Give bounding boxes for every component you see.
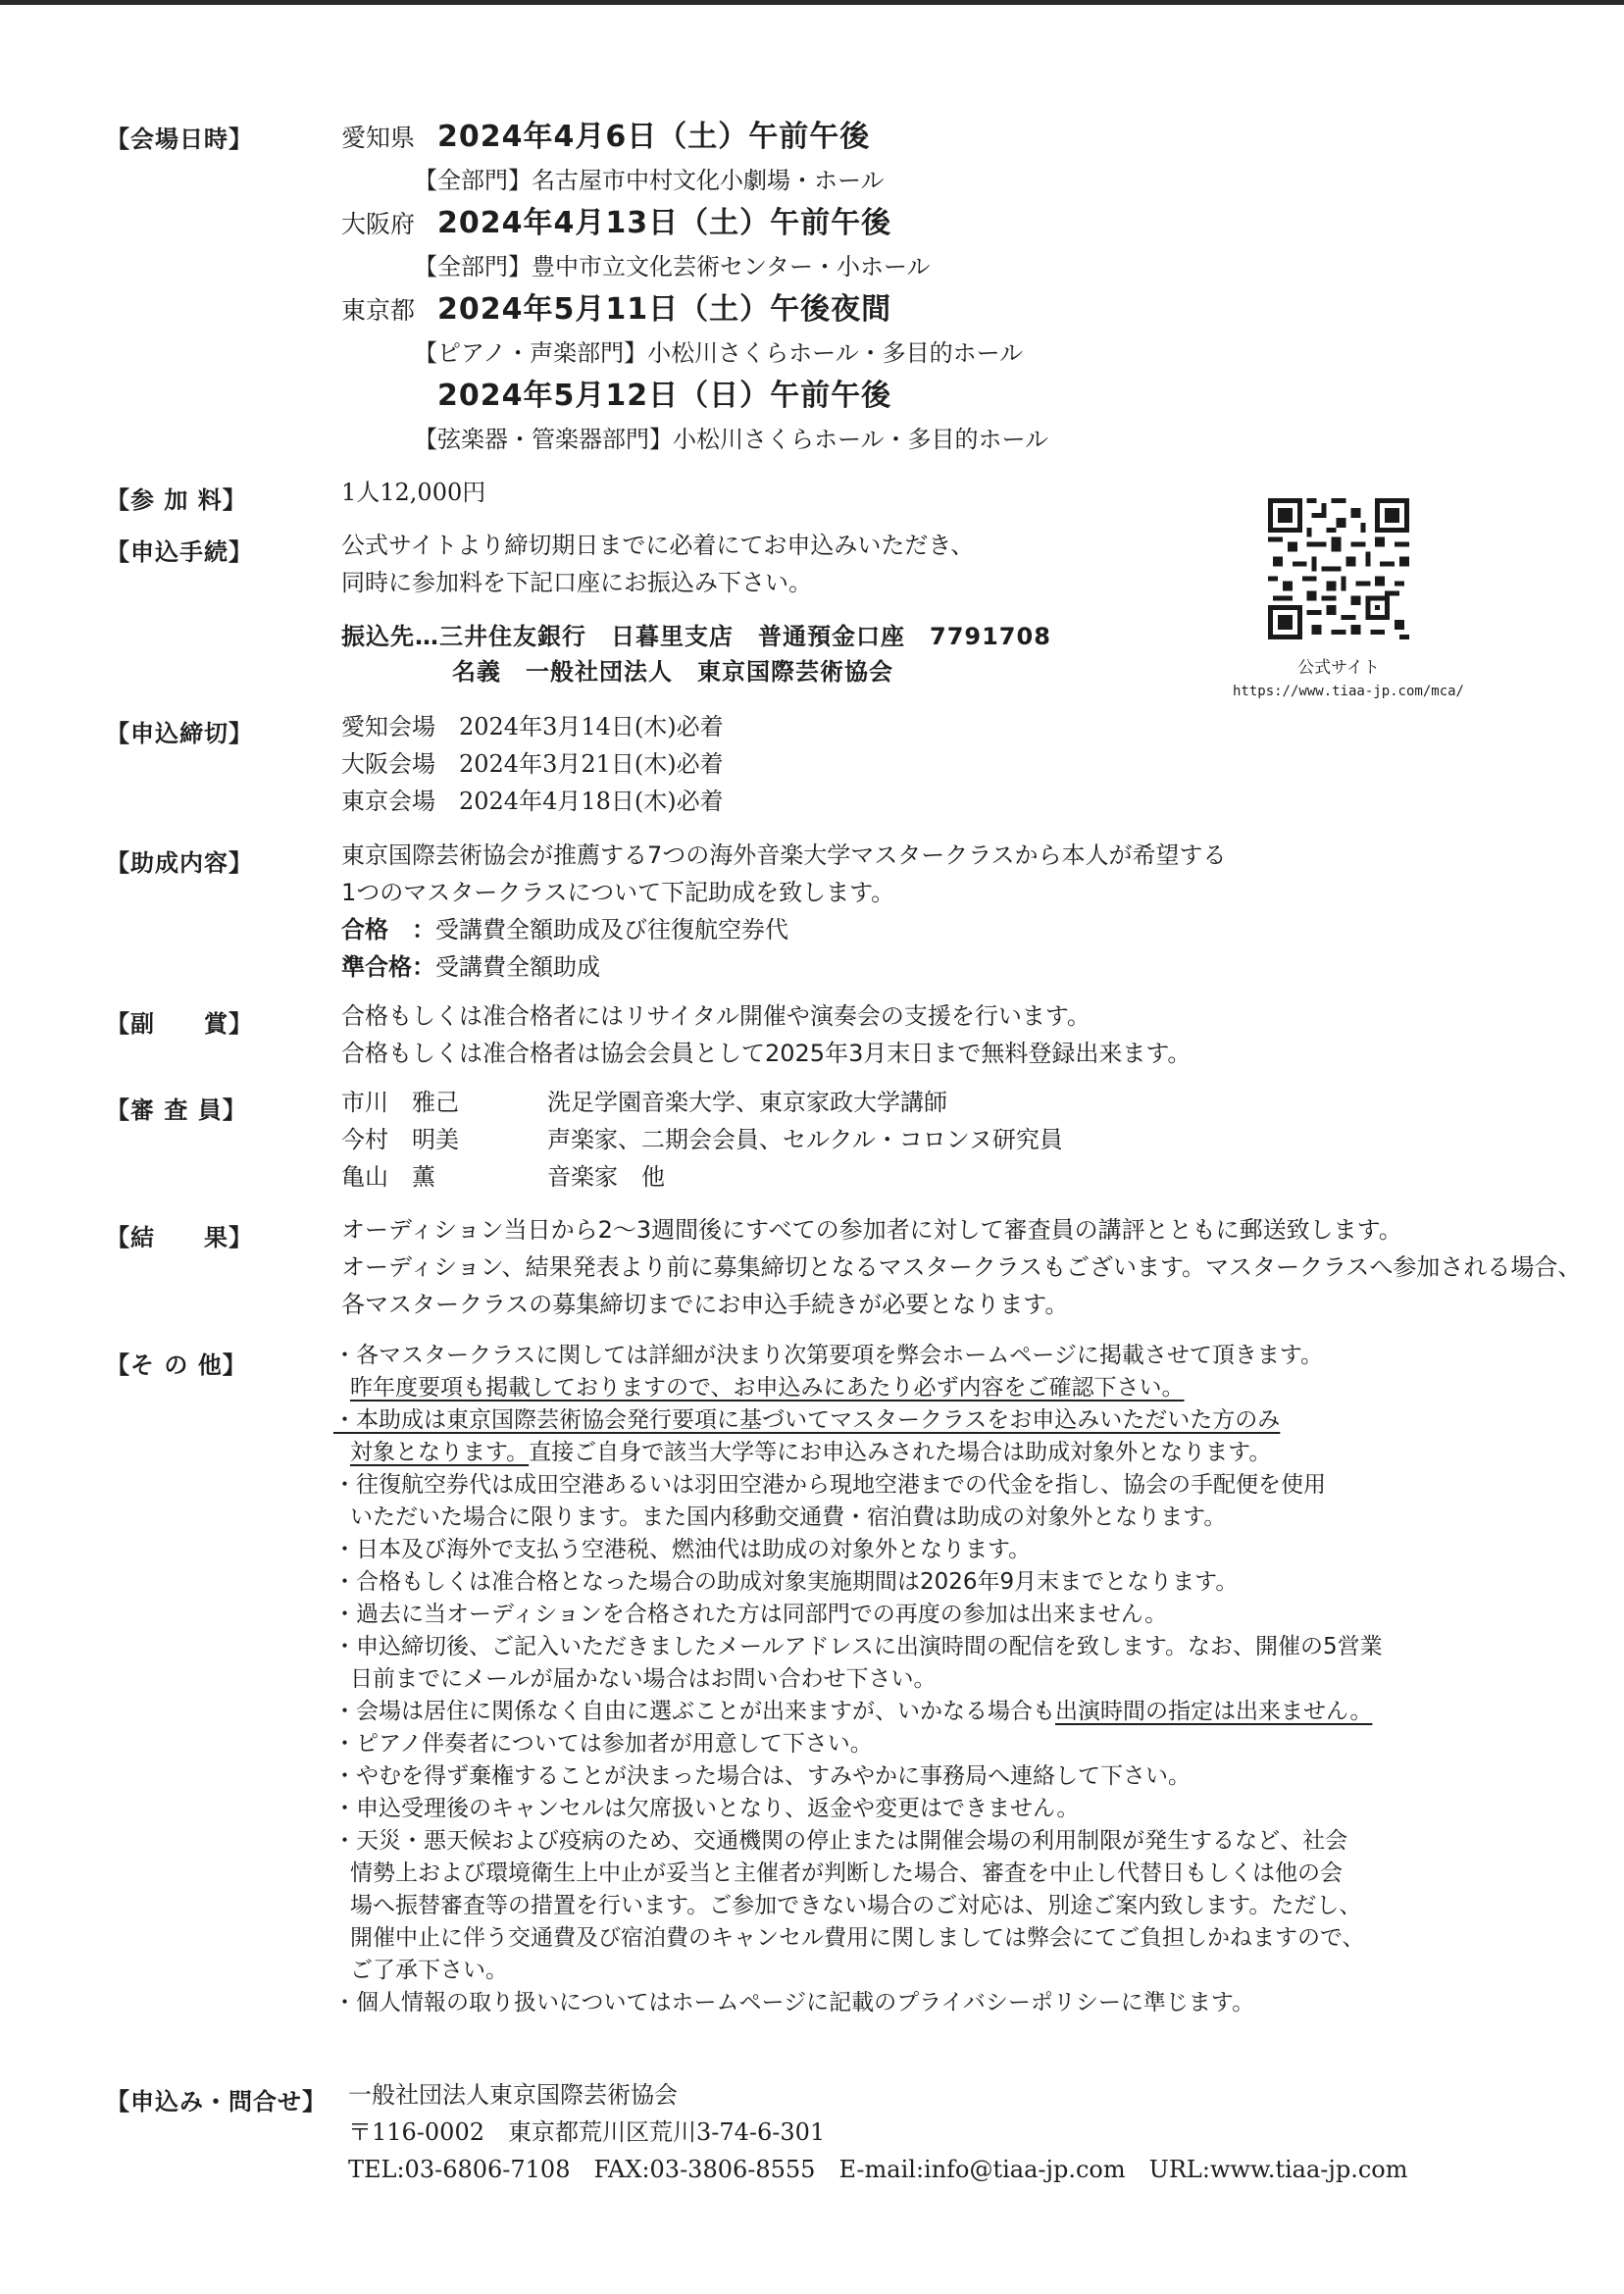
- note-item: ・やむを得ず棄権することが決まった場合は、すみやかに事務局へ連絡して下さい。: [333, 1763, 1191, 1789]
- bank-account-holder: 名義 一般社団法人 東京国際芸術協会: [452, 658, 893, 686]
- note-item: ・個人情報の取り扱いについてはホームページに記載のプライバシーポリシーに準じます。: [333, 1990, 1255, 2015]
- qr-code[interactable]: [1268, 498, 1409, 639]
- note-item: ・申込締切後、ご記入いただきましたメールアドレスに出演時間の配信を致します。なお、開催の5営業: [333, 1634, 1383, 1659]
- note-item: ・会場は居住に関係なく自由に選ぶことが出来ますが、いかなる場合も出演時間の指定は出来ません。: [333, 1699, 1373, 1724]
- note-item: ご了承下さい。: [350, 1958, 508, 1983]
- note-item: ・申込受理後のキャンセルは欠席扱いとなり、返金や変更はできません。: [333, 1796, 1080, 1821]
- venue-osaka-date-line: [341, 200, 1548, 247]
- venue-tokyo2-date-line: [341, 373, 1548, 420]
- note-item: ・各マスタークラスに関しては詳細が決まり次第要項を弊会ホームページに掲載させて頂きます。: [333, 1343, 1324, 1368]
- judge-title: 声楽家、二期会会員、セルクル・コロンヌ研究員: [547, 1126, 1063, 1153]
- grant-label: 【助成内容】: [106, 849, 253, 877]
- note-item: 対象となります。直接ご自身で該当大学等にお申込みされた場合は助成対象外となります。: [350, 1440, 1272, 1465]
- deadline-osaka: 大阪会場 2024年3月21日(木)必着: [341, 750, 724, 778]
- note-item: ・往復航空券代は成田空港あるいは羽田空港から現地空港までの代金を指し、協会の手配便を使用: [333, 1472, 1326, 1498]
- judge-title: 音楽家 他: [547, 1163, 665, 1191]
- results-line-1: オーディション当日から2〜3週間後にすべての参加者に対して審査員の講評とともに郵送致します。: [341, 1216, 1402, 1244]
- grant-line-2: 1つのマスタークラスについて下記助成を致します。: [341, 879, 895, 906]
- osaka-date: 2024年4月13日（土）午前午後: [437, 206, 892, 240]
- results-label: 【結 果】: [106, 1224, 253, 1251]
- tokyo-pref: 東京都: [341, 296, 416, 325]
- venue-label: 【会場日時】: [106, 126, 253, 153]
- contact-label: 【申込み・問合せ】: [106, 2088, 327, 2116]
- note-item: ・過去に当オーディションを合格された方は同部門での再度の参加は出来ません。: [333, 1602, 1168, 1627]
- grant-line-1: 東京国際芸術協会が推薦する7つの海外音楽大学マスタークラスから本人が希望する: [341, 841, 1227, 869]
- results-line-2: オーディション、結果発表より前に募集締切となるマスタークラスもございます。マスタークラスへ参加される場合、: [341, 1253, 1582, 1281]
- deadline-label: 【申込締切】: [106, 720, 253, 747]
- note-item: ・日本及び海外で支払う空港税、燃油代は助成の対象外となります。: [333, 1537, 1032, 1562]
- fee-label: 【参 加 料】: [106, 486, 247, 514]
- contact-address: 〒116-0002 東京都荒川区荒川3-74-6-301: [348, 2118, 826, 2146]
- judge-name: 今村 明美: [341, 1126, 459, 1153]
- procedure-label: 【申込手続】: [106, 538, 253, 566]
- note-item: ・ピアノ伴奏者については参加者が用意して下さい。: [333, 1731, 873, 1757]
- judge-row: [341, 1084, 1548, 1121]
- fee-text: 1人12,000円: [341, 479, 486, 506]
- pass-label: 合格 ：: [341, 916, 435, 943]
- note-item: いただいた場合に限ります。また国内移動交通費・宿泊費は助成の対象外となります。: [350, 1504, 1227, 1530]
- tokyo1-date: 2024年5月11日（土）午後夜間: [437, 292, 892, 327]
- note-item-underlined: 昨年度要項も掲載しておりますので、お申込みにあたり必ず内容をご確認下さい。: [350, 1375, 1185, 1401]
- note-item: ・天災・悪天候および疫病のため、交通機関の停止または開催会場の利用制限が発生するなど、社会: [333, 1828, 1348, 1854]
- grant-semi: [341, 948, 1548, 986]
- results-line-3: 各マスタークラスの募集締切までにお申込手続きが必要となります。: [341, 1291, 1069, 1318]
- grant-pass: [341, 911, 1548, 948]
- note-item: 場へ振替審査等の措置を行います。ご参加できない場合のご対応は、別途ご案内致します。ただし、: [350, 1893, 1362, 1918]
- osaka-hall: 【全部門】豊中市立文化芸術センター・小ホール: [414, 253, 931, 280]
- deadline-tokyo: 東京会場 2024年4月18日(木)必着: [341, 788, 724, 815]
- judge-name: 亀山 薫: [341, 1163, 435, 1191]
- note-item: 開催中止に伴う交通費及び宿泊費のキャンセル費用に関しましては弊会にてご負担しかねますので、: [350, 1925, 1365, 1951]
- tokyo2-hall: 【弦楽器・管楽器部門】小松川さくらホール・多目的ホール: [414, 426, 1049, 453]
- tokyo2-date: 2024年5月12日（日）午前午後: [437, 379, 892, 413]
- contact-org: 一般社団法人東京国際芸術協会: [348, 2081, 678, 2109]
- note-item: 日前までにメールが届かない場合はお問い合わせ下さい。: [350, 1666, 937, 1692]
- note-item: 情勢上および環境衛生上中止が妥当と主催者が判断した場合、審査を中止し代替日もしくは他の会: [350, 1861, 1343, 1886]
- osaka-pref: 大阪府: [341, 210, 416, 238]
- qr-url[interactable]: https://www.tiaa-jp.com/mca/: [1232, 684, 1464, 699]
- deadline-aichi: 愛知会場 2024年3月14日(木)必着: [341, 713, 724, 740]
- contact-tel-fax-email-url[interactable]: TEL:03-6806-7108 FAX:03-3806-8555 E-mail:info@tiaa-jp.com URL:www.tiaa-jp.com: [348, 2156, 1408, 2183]
- semi-text: 受講費全額助成: [435, 953, 600, 981]
- note-item-underlined: ・本助成は東京国際芸術協会発行要項に基づいてマスタークラスをお申込みいただいた方のみ: [333, 1407, 1281, 1433]
- top-rule: [0, 0, 1624, 5]
- judge-title: 洗足学園音楽大学、東京家政大学講師: [547, 1089, 947, 1116]
- pass-text: 受講費全額助成及び往復航空券代: [435, 916, 788, 943]
- judge-row: [341, 1158, 1548, 1196]
- aichi-pref: 愛知県: [341, 124, 416, 152]
- judge-row: [341, 1121, 1548, 1158]
- bank-account: 振込先…三井住友銀行 日暮里支店 普通預金口座 7791708: [341, 623, 1051, 650]
- venue-tokyo1-date-line: [341, 286, 1548, 333]
- aichi-hall: 【全部門】名古屋市中村文化小劇場・ホール: [414, 167, 885, 194]
- aichi-date: 2024年4月6日（土）午前午後: [437, 120, 871, 154]
- extra-line-1: 合格もしくは准合格者にはリサイタル開催や演奏会の支援を行います。: [341, 1002, 1091, 1030]
- procedure-line-1: 公式サイトより締切期日までに必着にてお申込みいただき、: [341, 532, 975, 559]
- other-label: 【そ の 他】: [106, 1351, 247, 1379]
- procedure-line-2: 同時に参加料を下記口座にお振込み下さい。: [341, 569, 812, 596]
- judges-label: 【審 査 員】: [106, 1096, 247, 1124]
- extra-line-2: 合格もしくは准合格者は協会会員として2025年3月末日まで無料登録出来ます。: [341, 1040, 1192, 1067]
- tokyo1-hall: 【ピアノ・声楽部門】小松川さくらホール・多目的ホール: [414, 339, 1024, 367]
- extra-label: 【副 賞】: [106, 1010, 253, 1038]
- qr-caption: 公式サイト: [1297, 658, 1380, 678]
- semi-label: 準合格：: [341, 953, 435, 981]
- note-item: ・合格もしくは准合格となった場合の助成対象実施期間は2026年9月末までとなります。: [333, 1569, 1239, 1595]
- judge-name: 市川 雅己: [341, 1089, 459, 1116]
- venue-aichi-date-line: [341, 114, 1548, 161]
